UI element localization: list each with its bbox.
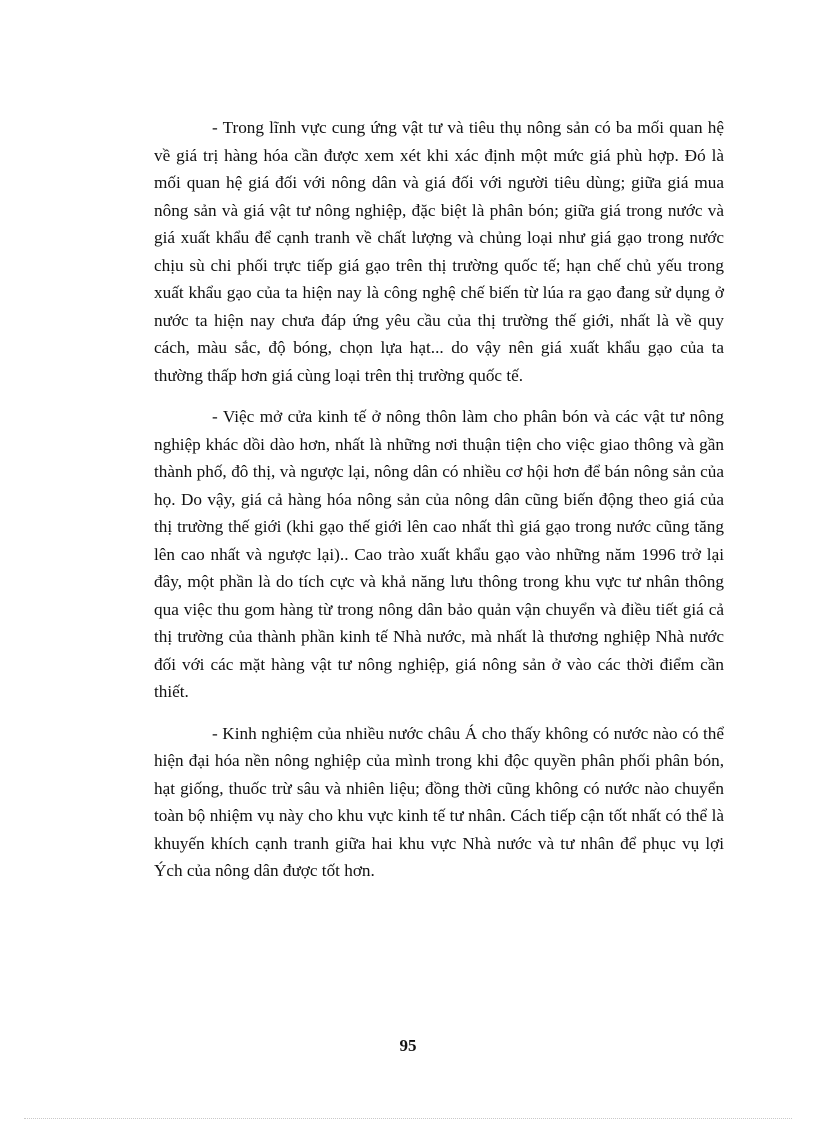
page-number: 95 bbox=[399, 1036, 417, 1055]
paragraph-input-supply-pricing: - Trong lĩnh vực cung ứng vật tư và tiêu thụ nông sản có ba mối quan hệ về giá trị hàng hóa cần được xem xét khi xác định một mức giá phù hợp. Đó là mối quan hệ giá đối với nông dân và giá đối với người tiêu dùng; giữa giá mua nông sản và giá vật tư nông nghiệp, đặc biệt là phân bón; giữa giá trong nước và giá xuất khẩu để cạnh tranh về chất lượng và chủng loại như giá gạo trong nước chịu sù chi phối trực tiếp giá gạo trên thị trường quốc tế; hạn chế chủ yếu trong xuất khẩu gạo của ta hiện nay là công nghệ chế biến từ lúa ra gạo đang sử dụng ở nước ta hiện nay chưa đáp ứng yêu cầu của thị trường thế giới, nhất là về quy cách, màu sắc, độ bóng, chọn lựa hạt... do vậy nên giá xuất khẩu gạo của ta thường thấp hơn giá cùng loại trên thị trường quốc tế. bbox=[154, 118, 724, 385]
paragraph-rural-economy-opening: - Việc mở cửa kinh tế ở nông thôn làm cho phân bón và các vật tư nông nghiệp khác dồi dào hơn, nhất là những nơi thuận tiện cho việc giao thông và gần thành phố, đô thị, và ngược lại, nông dân có nhiều cơ hội hơn để bán nông sản của họ. Do vậy, giá cả hàng hóa nông sản của nông dân cũng biến động theo giá của thị trường thế giới (khi gạo thế giới lên cao nhất thì giá gạo trong nước cũng tăng lên cao nhất và ngược lại).. Cao trào xuất khẩu gạo vào những năm 1996 trở lại đây, một phần là do tích cực và khả năng lưu thông trong khu vực tư nhân thông qua việc thu gom hàng từ trong nông dân bảo quản vận chuyển và điều tiết giá cả thị trường của thành phần kinh tế Nhà nước, mà nhất là thương nghiệp Nhà nước đối với các mặt hàng vật tư nông nghiệp, giá nông sản ở vào các thời điểm cần thiết. bbox=[154, 407, 724, 701]
body-text bbox=[154, 114, 724, 899]
bottom-divider bbox=[24, 1118, 792, 1119]
paragraph-asian-experience: - Kinh nghiệm của nhiều nước châu Á cho thấy không có nước nào có thể hiện đại hóa nền nông nghiệp của mình trong khi độc quyền phân phối phân bón, hạt giống, thuốc trừ sâu và nhiên liệu; đồng thời cũng không có nước nào chuyển toàn bộ nhiệm vụ này cho khu vực kinh tế tư nhân. Cách tiếp cận tốt nhất có thể là khuyến khích cạnh tranh giữa hai khu vực Nhà nước và tư nhân để phục vụ lợi Ých của nông dân được tốt hơn. bbox=[154, 723, 724, 880]
